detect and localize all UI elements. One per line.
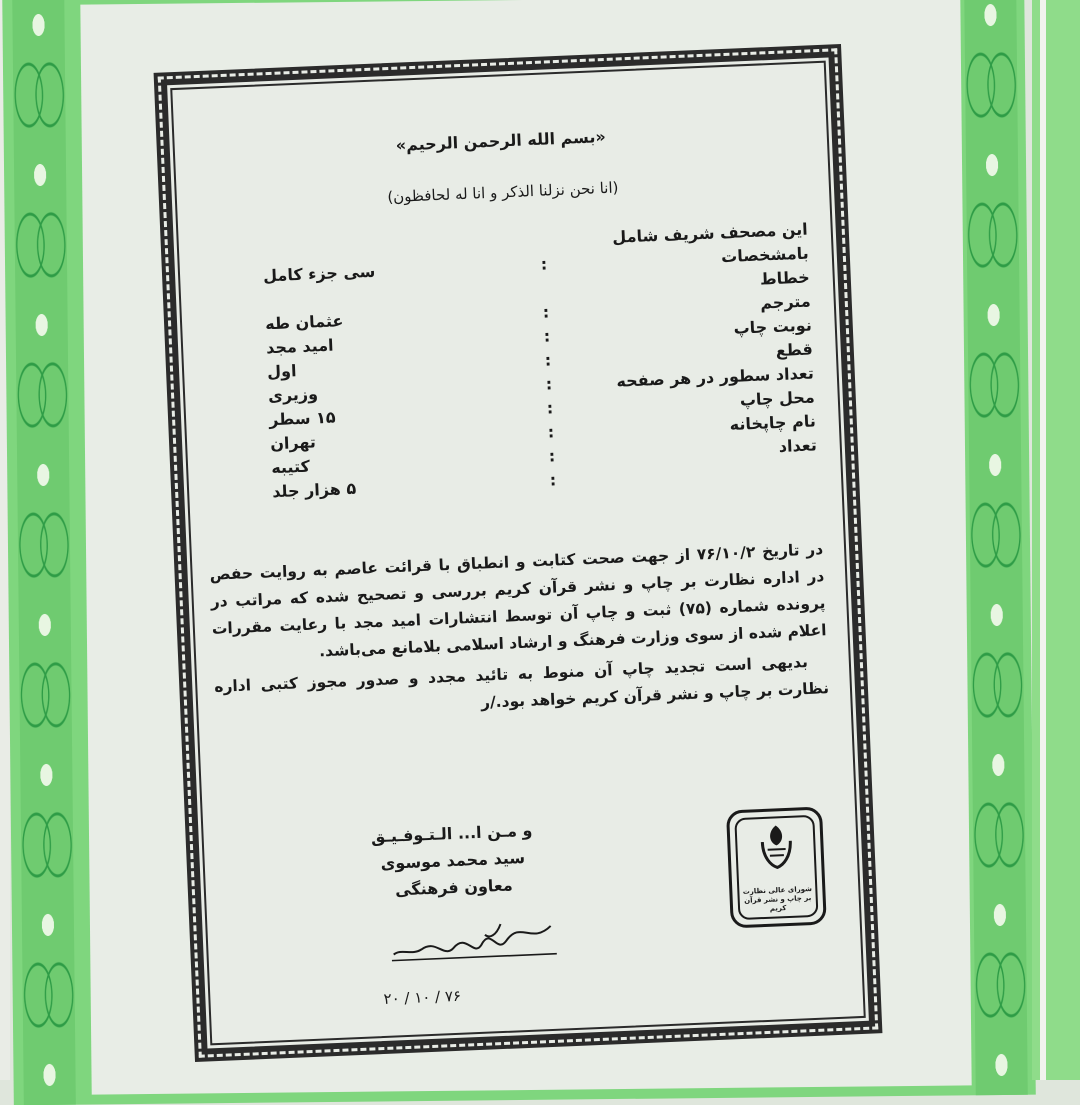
spec-colon: : bbox=[547, 421, 555, 442]
spec-colon: : bbox=[545, 373, 553, 394]
quran-verse: (انا نحن نزلنا الذکر و انا له لحافظون) bbox=[386, 178, 619, 207]
seal-emblem-icon bbox=[758, 823, 796, 870]
spec-value: امید مجد bbox=[265, 335, 334, 357]
spec-label: خطاط bbox=[759, 267, 811, 289]
spec-value bbox=[204, 288, 530, 302]
spec-colon: : bbox=[549, 469, 557, 490]
spec-colon: : bbox=[540, 254, 548, 274]
spec-value: وزیری bbox=[267, 383, 319, 405]
signer-name: سید محمد موسوی bbox=[380, 847, 526, 874]
spec-row bbox=[210, 408, 816, 457]
spec-value: ۵ هزار جلد bbox=[271, 478, 357, 501]
spec-label: قطع bbox=[775, 338, 814, 360]
spec-colon: : bbox=[546, 397, 554, 418]
next-page-edge bbox=[1032, 0, 1080, 1080]
spec-row bbox=[205, 289, 811, 338]
basmala: «بسم الله الرحمن الرحیم» bbox=[395, 126, 607, 155]
handwritten-signature-icon bbox=[380, 914, 562, 971]
certificate-content bbox=[175, 66, 860, 1040]
spec-label: بامشخصات bbox=[720, 243, 810, 266]
floral-vine-right bbox=[964, 0, 1028, 1095]
spec-colon: : bbox=[542, 301, 550, 322]
spec-row bbox=[203, 241, 809, 290]
spec-row bbox=[204, 265, 810, 314]
spec-row bbox=[209, 384, 815, 433]
spec-value: تهران bbox=[269, 431, 317, 453]
signer-title: معاون فرهنگی bbox=[394, 875, 514, 900]
signature-block bbox=[316, 818, 589, 910]
spec-value: کتیبه bbox=[270, 456, 311, 477]
spec-value: سی جزء کامل bbox=[262, 261, 376, 285]
spec-label: محل چاپ bbox=[739, 386, 816, 410]
approval-text bbox=[209, 536, 829, 728]
page-gap bbox=[1040, 0, 1046, 1080]
spec-label: نام چاپخانه bbox=[729, 410, 817, 434]
spec-label: تعداد سطور در هر صفحه bbox=[615, 362, 815, 391]
spec-row bbox=[211, 432, 817, 481]
spec-label: مترجم bbox=[759, 291, 812, 313]
spec-row bbox=[207, 336, 813, 385]
spec-label: نوبت چاپ bbox=[733, 315, 813, 338]
spec-row bbox=[208, 360, 814, 409]
signature-date: ۲۰ / ۱۰ / ۷۶ bbox=[383, 986, 462, 1009]
seal-text: شورای عالی نظارت بر چاپ و نشر قرآن کریم bbox=[742, 884, 813, 913]
approval-paragraph-2: بدیهی است تجدید چاپ آن منوط به تائید مجدد و صدور مجوز کتبی اداره نظارت بر چاپ و نشر قرآن کریم خواهد بود./ر bbox=[213, 652, 830, 712]
spec-header bbox=[202, 217, 808, 266]
spec-label bbox=[568, 468, 818, 478]
spec-colon bbox=[530, 287, 560, 288]
spec-header-text: این مصحف شریف شامل bbox=[611, 219, 809, 247]
floral-vine-left bbox=[12, 0, 76, 1105]
closing-phrase: و مـن ا... الـتـوفـیـق bbox=[370, 820, 533, 847]
spec-label: تعداد bbox=[778, 434, 818, 456]
spec-row bbox=[206, 313, 812, 362]
spec-colon: : bbox=[548, 445, 556, 466]
official-seal bbox=[726, 806, 827, 928]
spec-colon: : bbox=[544, 349, 552, 370]
approval-paragraph-1: در تاریخ ۷۶/۱۰/۲ از جهت صحت کتابت و انطباق با قرائت عاصم به روایت حفص در اداره نظارت بر چاپ و نشر قرآن کریم بررسی و تصحیح شده که مراتب در پرونده شماره (۷۵) ثبت و چاپ آن توسط انتشارات امید مجد با رعایت مقررات اعلام شده از سوی وزارت فرهنگ و ارشاد اسلامی بلامانع می‌باشد. bbox=[209, 540, 827, 661]
spec-value: عثمان طه bbox=[264, 310, 344, 333]
specification-list bbox=[202, 217, 819, 506]
spec-value: اول bbox=[266, 360, 297, 381]
spec-colon: : bbox=[543, 325, 551, 346]
spec-value: ۱۵ سطر bbox=[268, 407, 336, 429]
certificate-frame bbox=[154, 44, 883, 1062]
spec-row bbox=[212, 456, 818, 505]
